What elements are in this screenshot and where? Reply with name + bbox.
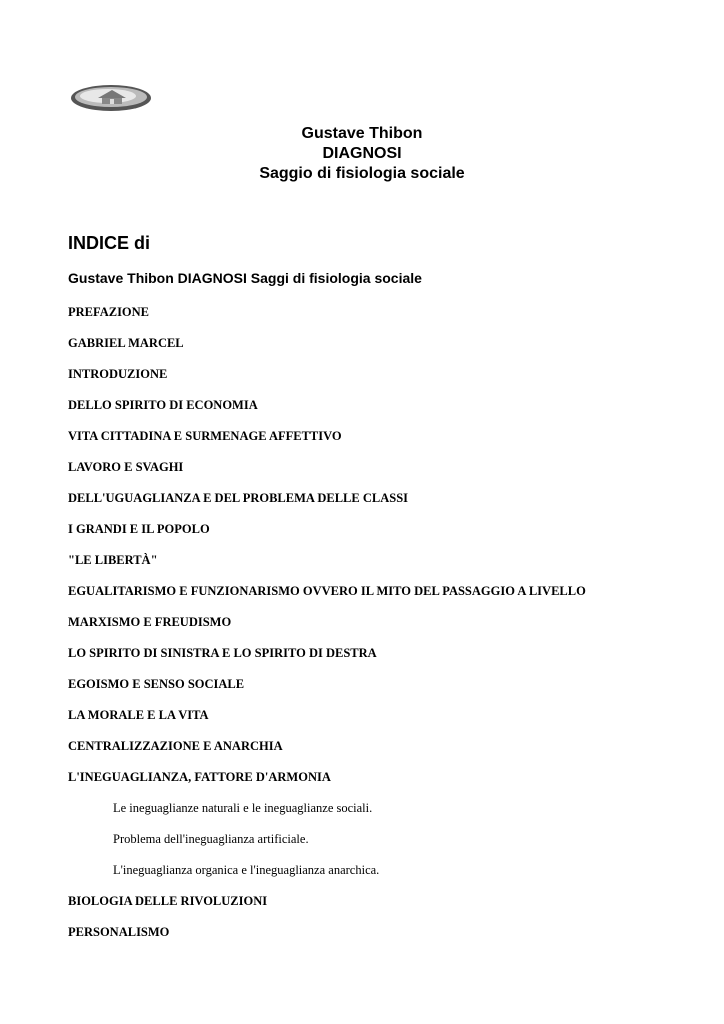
- toc-item-link[interactable]: PREFAZIONE: [68, 305, 150, 319]
- home-button-icon[interactable]: [70, 84, 152, 112]
- toc-item-link[interactable]: EGUALITARISMO E FUNZIONARISMO OVVERO IL MITO DEL PASSAGGIO A LIVELLO: [68, 584, 586, 598]
- toc-item-link[interactable]: GABRIEL MARCEL: [68, 336, 184, 350]
- toc-item-link[interactable]: L'INEGUAGLIANZA, FATTORE D'ARMONIA: [68, 770, 331, 784]
- toc-item-link[interactable]: LAVORO E SVAGHI: [68, 460, 184, 474]
- toc-item-link[interactable]: CENTRALIZZAZIONE E ANARCHIA: [68, 739, 283, 753]
- toc-item-link[interactable]: DELL'UGUAGLIANZA E DEL PROBLEMA DELLE CLASSI: [68, 491, 409, 505]
- toc-item-link[interactable]: VITA CITTADINA E SURMENAGE AFFETTIVO: [68, 429, 342, 443]
- toc-item-link[interactable]: DELLO SPIRITO DI ECONOMIA: [68, 398, 258, 412]
- index-subtitle: Gustave Thibon DIAGNOSI Saggi di fisiologia sociale: [68, 270, 422, 286]
- toc-item-link[interactable]: BIOLOGIA DELLE RIVOLUZIONI: [68, 894, 268, 908]
- toc-subitem-link[interactable]: L'ineguaglianza organica e l'ineguaglianza anarchica.: [113, 863, 380, 877]
- toc-item-link[interactable]: MARXISMO E FREUDISMO: [68, 615, 232, 629]
- title-book: DIAGNOSI: [322, 145, 402, 162]
- toc-subitem-link[interactable]: Le ineguaglianze naturali e le ineguaglianze sociali.: [113, 801, 373, 815]
- table-of-contents: [68, 302, 586, 953]
- toc-item-link[interactable]: INTRODUZIONE: [68, 367, 168, 381]
- document-title: [0, 124, 724, 184]
- title-author: Gustave Thibon: [301, 125, 423, 142]
- toc-item-link[interactable]: PERSONALISMO: [68, 925, 170, 939]
- title-subtitle: Saggio di fisiologia sociale: [259, 165, 465, 182]
- toc-item-link[interactable]: I GRANDI E IL POPOLO: [68, 522, 210, 536]
- toc-subitem-link[interactable]: Problema dell'ineguaglianza artificiale.: [113, 832, 309, 846]
- toc-item-link[interactable]: EGOISMO E SENSO SOCIALE: [68, 677, 245, 691]
- index-heading: INDICE di: [68, 233, 151, 253]
- toc-item-link[interactable]: "LE LIBERTÀ": [68, 553, 158, 567]
- toc-item-link[interactable]: LO SPIRITO DI SINISTRA E LO SPIRITO DI DESTRA: [68, 646, 377, 660]
- toc-item-link[interactable]: LA MORALE E LA VITA: [68, 708, 209, 722]
